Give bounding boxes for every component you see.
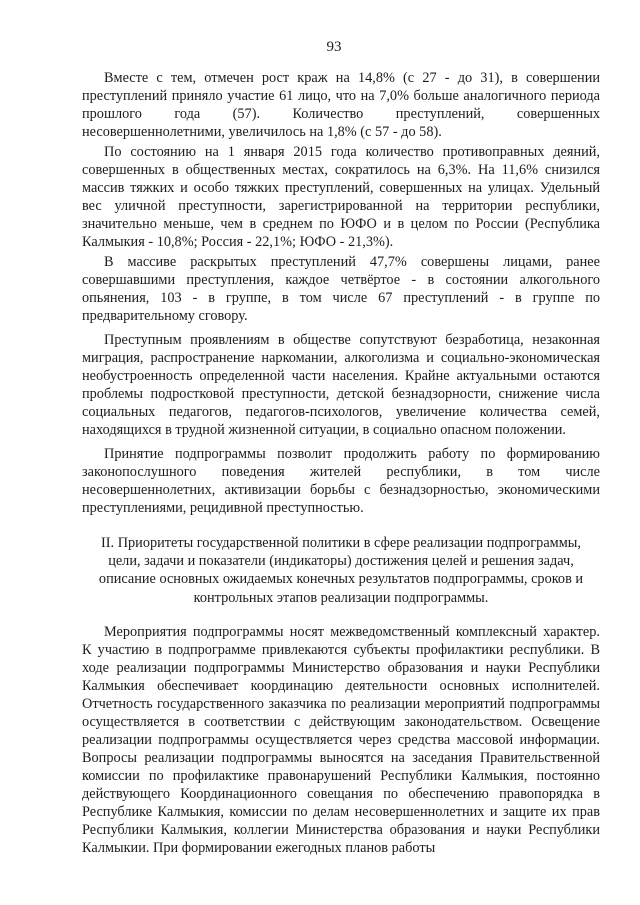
paragraph-public-places: По состоянию на 1 января 2015 года количество противоправных деяний, совершенных в общественных местах, сократилось на 6,3%. На 11,6% снизился массив тяжких и особо тяжких преступлений, совершенных на улицах. Удельный вес уличной преступности, зарегистрированной на территории республики, значительно меньше, чем в среднем по ЮФО и в целом по России (Республика Калмыкия - 10,8%; Россия - 22,1%; ЮФО - 21,3%).	[82, 144, 600, 250]
paragraph-subprogram-adoption: Принятие подпрограммы позволит продолжить работу по формированию законопослушного поведения жителей республики, в том числе несовершеннолетних, активизации борьбы с безнадзорностью, экономическими преступлениями, рецидивной преступностью.	[82, 446, 600, 516]
paragraph-social-factors: Преступным проявлениям в обществе сопутствуют безработица, незаконная миграция, распространение наркомании, алкоголизма и социально-экономическая необустроенность определенной части населения. Крайне актуальными остаются проблемы подростковой преступности, детской безнадзорности, снижение числа социальных педагогов, педагогов-психологов, увеличение количества семей, находящихся в трудной жизненной ситуации, в социально опасном положении.	[82, 332, 600, 438]
section-heading: II. Приоритеты государственной политики в сфере реализации подпрограммы, цели, задачи и показатели (индикаторы) достижения целей и решения задач, описание основных ожидаемых конечных результатов подпрограммы, сроков и контрольных этапов реализации подпрограммы.	[98, 535, 584, 606]
page-number: 93	[326, 39, 342, 55]
paragraph-solved-crimes: В массиве раскрытых преступлений 47,7% совершены лицами, ранее совершавшими преступления, каждое четвёртое - в состоянии алкогольного опьянения, 103 - в группе, в том числе 67 преступлений - в группе по предварительному сговору.	[82, 254, 600, 324]
paragraph-theft-growth: Вместе с тем, отмечен рост краж на 14,8% (с 27 - до 31), в совершении преступлений приняло участие 61 лицо, что на 7,0% больше аналогичного периода прошлого года (57). Количество преступлений, совершенных несовершеннолетними, увеличилось на 1,8% (с 57 - до 58).	[82, 70, 600, 140]
paragraph-measures: Мероприятия подпрограммы носят межведомственный комплексный характер. К участию в подпрограмме привлекаются субъекты профилактики республики. В ходе реализации подпрограммы Министерство образования и науки Республики Калмыкия обеспечивает координацию деятельности основных исполнителей. Отчетность государственного заказчика по реализации мероприятий подпрограммы осуществляется в соответствии с действующим законодательством. Освещение реализации подпрограммы осуществляется через средства массовой информации. Вопросы реализации подпрограммы выносятся на заседания Правительственной комиссии по профилактике правонарушений Республики Калмыкия, постоянно действующего Координационного совещания по обеспечению правопорядка в Республике Калмыкия, комиссии по делам несовершеннолетних и защите их прав Республики Калмыкия, коллегии Министерства образования и науки Республики Калмыкии. При формировании ежегодных планов работы	[82, 623, 600, 856]
